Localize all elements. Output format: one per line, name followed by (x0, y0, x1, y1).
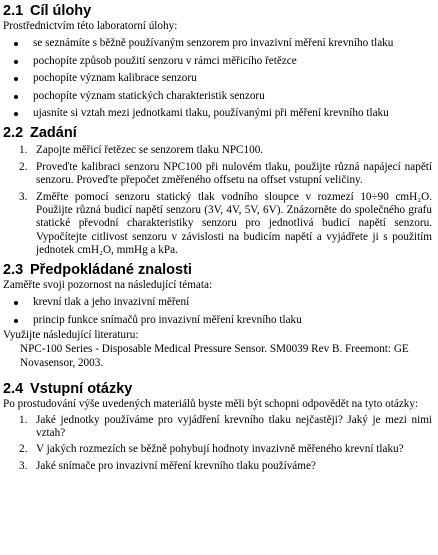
list-item: krevní tlak a jeho invazivní měření (3, 296, 432, 309)
list-item: 3. Jaké snímače pro invazivní měření krevního tlaku používáme? (19, 459, 316, 472)
section-heading: 2.1 Cíl úlohy (3, 3, 92, 19)
list-item: 3. Změřte pomocí senzoru statický tlak vodního sloupce v rozmezí 10÷90 cmH₂O. Použijte různá budicí napětí senzoru (3V, 4V, 5V, 6V). Znázorněte do společného grafu statické převodní charakteristiky senzoru pro jednotlivá budicí napětí senzoru. Vypočítejte citlivost senzoru v závislosti na budicím napětí a vyjádřete ji s použitím jednotek cmH₂O, mmHg a kPa. (19, 190, 432, 257)
section-assignment (3, 125, 432, 257)
section-heading: 2.3 Předpokládané znalosti (3, 261, 192, 278)
list-item: pochopíte význam kalibrace senzoru (3, 72, 432, 85)
list-item: se seznámíte s běžně používaným senzorem pro invazivní měření krevního tlaku (3, 37, 432, 50)
section-goal (3, 3, 432, 120)
list-item: 1. Jaké jednotky používáme pro vyjádření krevního tlaku nejčastěji? Jaký je mezi nimi vztah? (19, 413, 432, 439)
literature-reference: NPC-100 Series - Disposable Medical Pressure Sensor. SM0039 Rev B. Freemont: GE Novasensor, 2003. (20, 343, 409, 369)
section-heading: 2.4 Vstupní otázky (3, 381, 133, 398)
section-knowledge (3, 262, 432, 370)
section-heading: 2.2 Zadání (3, 125, 77, 142)
section-intro: Po prostudování výše uvedených materiálů byste měli být schopni odpovědět na tyto otázky: (3, 398, 419, 411)
topic-list (3, 296, 432, 327)
document-page (0, 3, 438, 555)
list-item: pochopíte význam statických charakteristik senzoru (3, 90, 432, 103)
section-questions (3, 381, 432, 473)
section-intro: Zaměřte svoji pozornost na následující témata: (3, 278, 213, 291)
list-item: princip funkce snímačů pro invazivní měření krevního tlaku (3, 314, 432, 327)
goal-list (3, 37, 432, 120)
list-item: 2. Proveďte kalibraci senzoru NPC100 při nulovém tlaku, použijte různá napájecí napětí senzoru. Proveďte přepočet změřeného offsetu na offset vstupní veličiny. (19, 160, 432, 187)
list-item: ujasníte si vztah mezi jednotkami tlaku, používanými při měření krevního tlaku (3, 107, 432, 120)
task-list (3, 144, 432, 257)
question-list (3, 414, 432, 474)
literature-intro: Využijte následující literaturu: (3, 328, 139, 341)
list-item: pochopíte způsob použití senzoru v rámci měřicího řetězce (3, 55, 432, 68)
section-intro: Prostřednictvím této laboratorní úlohy: (3, 20, 178, 32)
list-item: 1. Zapojte měřicí řetězec se senzorem tlaku NPC100. (19, 144, 264, 157)
list-item: 2. V jakých rozmezích se běžně pohybují hodnoty invazivně měřeného krevní tlaku? (19, 443, 404, 456)
